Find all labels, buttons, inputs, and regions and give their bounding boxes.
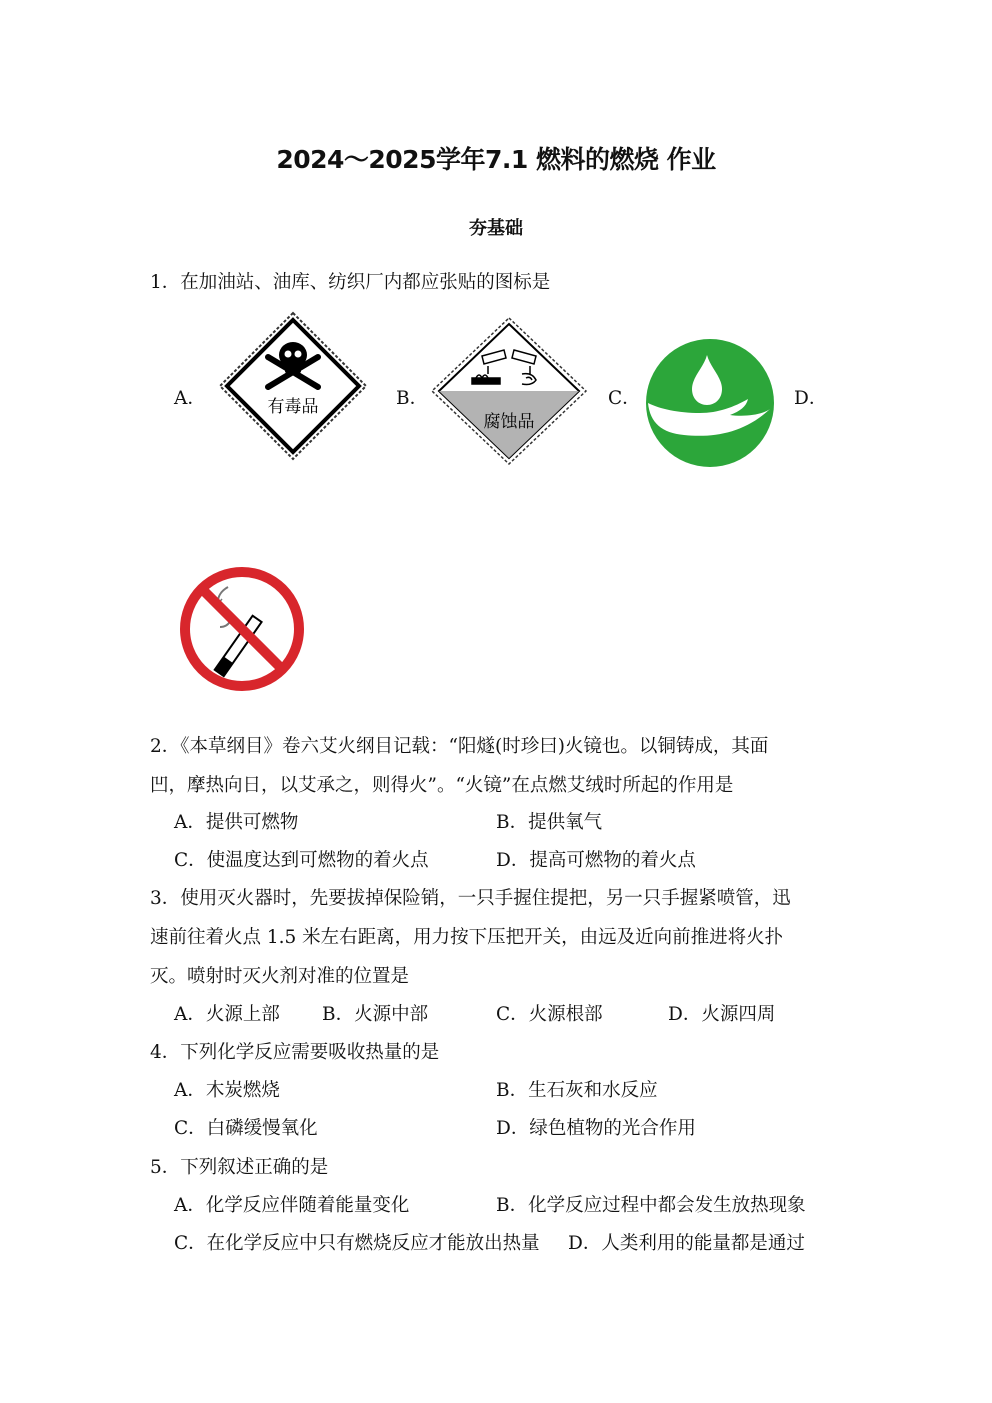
- question-1-stem: 1．在加油站、油库、纺织厂内都应张贴的图标是: [150, 272, 551, 293]
- no-smoking-sign: [178, 565, 306, 693]
- corrosive-sign: [430, 316, 588, 466]
- q1-option-a-label[interactable]: A．: [174, 388, 206, 409]
- question-2-line-1: 2．《本草纲目》卷六艾火纲目记载：“阳燧(时珍曰)火镜也。以铜铸成，其面: [150, 736, 769, 757]
- q4-option-a[interactable]: A．木炭燃烧: [174, 1080, 280, 1101]
- q4-option-d[interactable]: D．绿色植物的光合作用: [496, 1118, 696, 1139]
- question-3-line-2: 速前往着火点 1.5 米左右距离，用力按下压把开关，由远及近向前推进将火扑: [150, 927, 784, 948]
- q2-option-b[interactable]: B．提供氧气: [496, 812, 603, 833]
- q5-option-b[interactable]: B．化学反应过程中都会发生放热现象: [496, 1195, 806, 1216]
- q5-option-d[interactable]: D．人类利用的能量都是通过: [568, 1233, 805, 1254]
- q4-option-b[interactable]: B．生石灰和水反应: [496, 1080, 658, 1101]
- q3-option-a[interactable]: A．火源上部: [174, 1004, 280, 1025]
- q5-option-a[interactable]: A．化学反应伴随着能量变化: [174, 1195, 410, 1216]
- question-3-line-3: 灭。喷射时灭火剂对准的位置是: [150, 966, 410, 987]
- question-3-line-1: 3．使用灭火器时，先要拔掉保险销，一只手握住提把，另一只手握紧喷管，迅: [150, 888, 791, 909]
- toxic-sign-text: 有毒品: [267, 397, 319, 417]
- q3-option-d[interactable]: D．火源四周: [668, 1004, 776, 1025]
- page-title: 2024～2025学年7.1 燃料的燃烧 作业: [276, 145, 716, 174]
- q1-option-b-label[interactable]: B．: [396, 388, 429, 409]
- question-5-stem: 5．下列叙述正确的是: [150, 1157, 329, 1178]
- q2-option-a[interactable]: A．提供可燃物: [174, 812, 299, 833]
- q1-option-d-label[interactable]: D．: [794, 388, 828, 409]
- q3-option-b[interactable]: B．火源中部: [322, 1004, 429, 1025]
- q5-option-c[interactable]: C．在化学反应中只有燃烧反应才能放出热量: [174, 1233, 540, 1254]
- q3-option-c[interactable]: C．火源根部: [496, 1004, 603, 1025]
- question-4-stem: 4．下列化学反应需要吸收热量的是: [150, 1042, 440, 1063]
- q1-option-c-label[interactable]: C．: [608, 388, 641, 409]
- q2-option-c[interactable]: C．使温度达到可燃物的着火点: [174, 850, 429, 871]
- toxic-sign: [218, 311, 368, 461]
- corrosive-sign-text: 腐蚀品: [483, 412, 535, 432]
- section-heading: 夯基础: [469, 218, 523, 239]
- q4-option-c[interactable]: C．白磷缓慢氧化: [174, 1118, 318, 1139]
- question-2-line-2: 凹，摩热向日，以艾承之，则得火”。“火镜”在点燃艾绒时所起的作用是: [150, 775, 734, 796]
- water-saving-sign: [644, 337, 776, 469]
- q2-option-d[interactable]: D．提高可燃物的着火点: [496, 850, 696, 871]
